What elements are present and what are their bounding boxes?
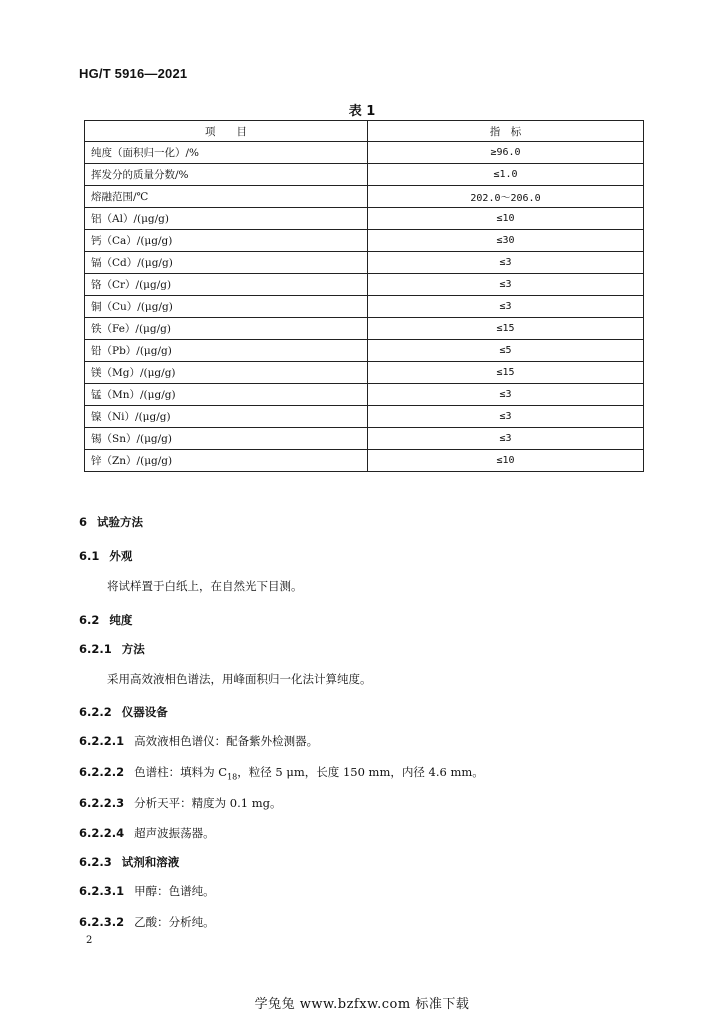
table-cell-value: ≤10 <box>368 208 644 230</box>
clause-text: 分析天平：精度为 0.1 mg。 <box>134 796 282 810</box>
table-cell-value: ≤10 <box>368 450 644 472</box>
table-cell-item: 镍（Ni）/(μg/g) <box>85 406 368 428</box>
table-cell-item: 锡（Sn）/(μg/g) <box>85 428 368 450</box>
clause-6-2-2-4 <box>79 825 215 841</box>
table-cell-value: ≥96.0 <box>368 142 644 164</box>
table-cell-item: 铝（Al）/(μg/g) <box>85 208 368 230</box>
clause-subscript: 18 <box>227 772 238 782</box>
table-cell-item: 锰（Mn）/(μg/g) <box>85 384 368 406</box>
table-row <box>85 450 644 472</box>
standard-code: HG/T 5916—2021 <box>79 66 188 81</box>
paragraph-6-1: 将试样置于白纸上，在自然光下目测。 <box>107 579 303 593</box>
section-6-2 <box>79 612 132 628</box>
section-title: 仪器设备 <box>121 705 168 719</box>
clause-text-a: 色谱柱：填料为 C <box>134 765 228 779</box>
clause-6-2-2-1 <box>79 733 318 749</box>
table-cell-item: 挥发分的质量分数/% <box>85 164 368 186</box>
table-row <box>85 406 644 428</box>
paragraph-6-2-1: 采用高效液相色谱法，用峰面积归一化法计算纯度。 <box>107 672 372 686</box>
table-row <box>85 230 644 252</box>
clause-number: 6.2.2.4 <box>79 826 125 840</box>
clause-text: 超声波振荡器。 <box>134 826 215 840</box>
section-number: 6.2 <box>79 613 100 627</box>
table-cell-value: ≤3 <box>368 296 644 318</box>
section-6-2-3 <box>79 854 179 870</box>
clause-text: 乙酸：分析纯。 <box>134 915 215 929</box>
section-6-2-2 <box>79 704 168 720</box>
section-title: 试剂和溶液 <box>121 855 180 869</box>
section-title: 纯度 <box>109 613 133 627</box>
clause-text: 甲醇：色谱纯。 <box>134 884 215 898</box>
table-row <box>85 340 644 362</box>
table-cell-value: ≤3 <box>368 428 644 450</box>
section-6 <box>79 514 143 530</box>
table-cell-value: ≤1.0 <box>368 164 644 186</box>
clause-number: 6.2.2.3 <box>79 796 125 810</box>
section-6-1 <box>79 548 132 564</box>
table-cell-item: 钙（Ca）/(μg/g) <box>85 230 368 252</box>
table-cell-item: 铁（Fe）/(μg/g) <box>85 318 368 340</box>
table-row <box>85 186 644 208</box>
table-row <box>85 296 644 318</box>
clause-number: 6.2.2.2 <box>79 765 125 779</box>
table-cell-item: 锌（Zn）/(μg/g) <box>85 450 368 472</box>
section-number: 6 <box>79 515 88 529</box>
table-header-row <box>85 121 644 142</box>
section-title: 外观 <box>109 549 133 563</box>
column-header-item: 项 目 <box>85 121 368 142</box>
spec-table <box>84 120 644 472</box>
table-cell-value: 202.0～206.0 <box>368 186 644 208</box>
table-row <box>85 164 644 186</box>
table-cell-item: 铅（Pb）/(μg/g) <box>85 340 368 362</box>
table-cell-value: ≤30 <box>368 230 644 252</box>
table-row <box>85 252 644 274</box>
table-title: 表 1 <box>348 104 376 119</box>
page-number: 2 <box>86 935 93 946</box>
table-cell-value: ≤15 <box>368 362 644 384</box>
clause-6-2-3-1 <box>79 883 215 899</box>
footer-watermark: 学兔兔 www.bzfxw.com 标准下载 <box>254 997 470 1012</box>
clause-6-2-2-2 <box>79 764 484 781</box>
table-cell-value: ≤3 <box>368 384 644 406</box>
table-row <box>85 318 644 340</box>
clause-6-2-2-3 <box>79 795 282 811</box>
table-row <box>85 362 644 384</box>
clause-number: 6.2.3.2 <box>79 915 125 929</box>
clause-text: 高效液相色谱仪：配备紫外检测器。 <box>134 734 319 748</box>
section-title: 方法 <box>121 642 145 656</box>
table-cell-value: ≤3 <box>368 252 644 274</box>
table-cell-value: ≤15 <box>368 318 644 340</box>
section-number: 6.2.2 <box>79 705 112 719</box>
table-cell-item: 镁（Mg）/(μg/g) <box>85 362 368 384</box>
column-header-value: 指 标 <box>368 121 644 142</box>
clause-number: 6.2.3.1 <box>79 884 125 898</box>
table-row <box>85 142 644 164</box>
table-cell-item: 铜（Cu）/(μg/g) <box>85 296 368 318</box>
table-row <box>85 384 644 406</box>
table-row <box>85 274 644 296</box>
clause-6-2-3-2 <box>79 914 215 930</box>
table-cell-item: 熔融范围/℃ <box>85 186 368 208</box>
table-cell-value: ≤5 <box>368 340 644 362</box>
section-number: 6.2.1 <box>79 642 112 656</box>
table-cell-value: ≤3 <box>368 274 644 296</box>
clause-text-b: ，粒径 5 μm，长度 150 mm，内径 4.6 mm。 <box>237 765 484 779</box>
section-number: 6.2.3 <box>79 855 112 869</box>
section-number: 6.1 <box>79 549 100 563</box>
section-6-2-1 <box>79 641 145 657</box>
table-cell-item: 纯度（面积归一化）/% <box>85 142 368 164</box>
table-cell-item: 铬（Cr）/(μg/g) <box>85 274 368 296</box>
table-row <box>85 428 644 450</box>
clause-number: 6.2.2.1 <box>79 734 125 748</box>
section-title: 试验方法 <box>97 515 144 529</box>
table-row <box>85 208 644 230</box>
table-cell-value: ≤3 <box>368 406 644 428</box>
table-cell-item: 镉（Cd）/(μg/g) <box>85 252 368 274</box>
